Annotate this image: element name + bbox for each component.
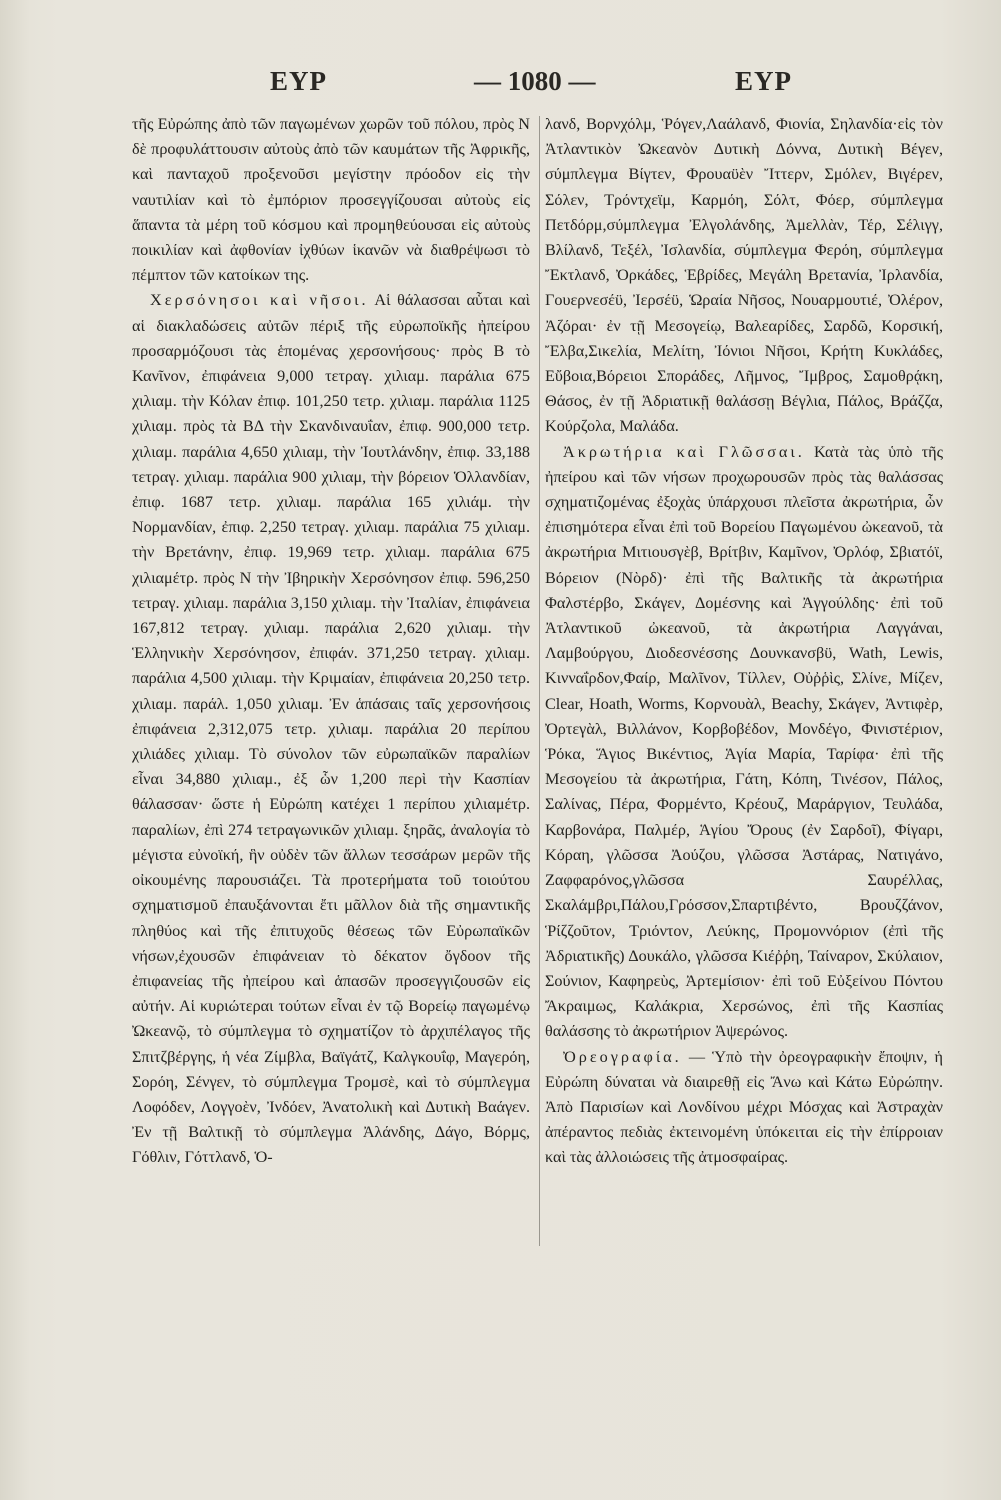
section-body-peninsulas: Αἱ θάλασσαι αὗται καὶ αἱ διακλαδώσεις αὐτῶν πέριξ τῆς εὐρωποϊκῆς ἠπείρου προσαρμόζουσι τὰς ἑπομένας χερσονήσους· πρὸς Β τὸ Κανῖνον, ἐπιφάνεια 9,000 τετραγ. χιλιαμ. παράλια 675 χιλιαμ. τὴν Κόλαν ἐπιφ. 101,250 τετρ. χιλιαμ. παράλια 1125 χιλιαμ. πρὸς τὰ ΒΔ τὴν Σκανδιναυΐαν, ἐπιφ. 900,000 τετρ. χιλιαμ. παράλια 4,650 χιλιαμ, τὴν Ἰουτλάνδην, ἐπιφ. 33,188 τετραγ. χιλιαμ. παράλια 900 χιλιαμ, τὴν βόρειον Ὁλλανδίαν, ἐπιφ. 1687 τετρ. χιλιαμ. παράλια 165 χιλιάμ. τὴν Νορμανδίαν, ἐπιφ. 2,250 τετραγ. χιλιαμ. παράλια 75 χιλιαμ. τὴν Βρετάνην, ἐπιφ. 19,969 τετρ. χιλιαμ. παράλια 675 χιλιαμέτρ. πρὸς Ν τὴν Ἰβηρικὴν Χερσόνησον ἐπιφ. 596,250 τετραγ. χιλιαμ. παράλια 3,150 χιλιαμ. τὴν Ἰταλίαν, ἐπιφάνεια 167,812 τετραγ. χιλιαμ. παράλια 2,620 χιλιαμ. τὴν Ἑλληνικὴν Χερσόνησον, ἐπιφάν. 371,250 τετραγ. χιλιαμ. παράλια 4,500 χιλιαμ. τὴν Κριμαίαν, ἐπιφάνεια 20,250 τετρ. χιλιαμ. παράλ. 1,050 χιλιαμ. Ἐν ἁπάσαις ταῖς χερσονήσοις ἐπιφάνεια 2,312,075 τετρ. χιλιαμ. παράλια 20 περίπου χιλιάδες χιλιαμ. Τὸ σύνολον τῶν εὐρωπαϊκῶν παραλίων εἶναι 34,880 χιλιαμ., ἐξ ὧν 1,200 περὶ τὴν Κασπίαν θάλασσαν· ὥστε ἡ Εὐρώπη κατέχει 1 περίπου χιλιαμέτρ. παραλίων, ἐπὶ 274 τετραγωνικῶν χιλιαμ. ξηρᾶς, ἀναλογία τὸ μέγιστα εὐνοϊκή, ἣν οὐδὲν τῶν ἄλλων τεσσάρων μερῶν τῆς οἰκουμένης παρουσιάζει. Τὰ προτερήματα τοῦ τοιούτου σχηματισμοῦ ἐπαυξάνονται ἔτι μᾶλλον διὰ τῆς σημαντικῆς πληθύος καὶ τῆς ἐπιτυχοῦς θέσεως τῶν Εὐρωπαϊκῶν νήσων,ἐχουσῶν ἐπιφάνειαν τὸ δέκατον ὄγδοον τῆς ἐπιφανείας τῆς ἠπείρου καὶ ἁπασῶν προσεγγιζουσῶν εἰς αὐτήν. Αἱ κυριώτεραι τούτων εἶναι ἐν τῷ Βορείῳ παγωμένῳ Ὠκεανῷ, τὸ σύμπλεγμα τὸ σχηματίζον τὸ ἀρχιπέλαγος τῆς Σπιτζβέργης, ἡ νέα Ζίμβλα, Βαϊγάτζ, Καλγκουΐφ, Μαγερόη, Σορόη, Σένγεν, τὸ σύμπλεγμα Τρομσὲ, καὶ τὸ σύμπλεγμα Λοφόδεν, Λογγοὲν, Ἰνδόεν, Ἀνατολικὴ καὶ Δυτικὴ Βαάγεν. Ἐν τῇ Βαλτικῇ τὸ σύμπλεγμα Ἀλάνδης, Δάγο, Βόρμς, Γόθλιν, Γόττλανδ, Ὁ- xyxy=(132,291,531,1167)
section-body-orography: — Ὑπὸ τὴν ὀρεογραφικὴν ἔποψιν, ἡ Εὐρώπη δύναται νὰ διαιρεθῇ εἰς Ἄνω καὶ Κάτω Εὐρώπην. Ἀπὸ Παρισίων καὶ Λονδίνου μέχρι Μόσχας καὶ Ἀστραχὰν ἀπέραντος πεδιὰς ἐκτεινομένη ὑπόκειται εἰς τὴν ἐπίρροιαν καὶ τὰς ἀλλοιώσεις τῆς ἀτμοσφαίρας. xyxy=(545,1047,944,1167)
left-paragraph-continuation: τῆς Εὐρώπης ἀπὸ τῶν παγωμένων χωρῶν τοῦ πόλου, πρὸς Ν δὲ προφυλάττουσιν αὐτοὺς ἀπὸ τῶν καυμάτων τῆς Ἀφρικῆς, καὶ πανταχοῦ προξενοῦσι μεγίστην πρόοδον εἰς τὴν ναυτιλίαν καὶ τὸ ἐμπόριον προσεγγίζουσαι αὐτοὺς εἰς ἅπαντα τὰ μέρη τοῦ κόσμου καὶ προμηθεύουσαι εἰς αὐτοὺς ποικιλίαν καὶ ἀφθονίαν ἰχθύων ἱκανῶν νὰ διαθρέψωσι τὸ πέμπτον τῶν κατοίκων της. xyxy=(132,115,530,285)
running-header xyxy=(0,60,1001,108)
left-column xyxy=(132,112,530,1171)
right-paragraph-capes xyxy=(545,440,943,1045)
header-left-keyword: ΕΥΡ xyxy=(270,66,327,96)
section-heading-capes: Ἀκρωτήρια καὶ Γλῶσσαι. xyxy=(563,442,805,461)
section-body-capes: Κατὰ τὰς ὑπὸ τῆς ἠπείρου καὶ τῶν νήσων προχωρουσῶν πρὸς τὰς θαλάσσας σχηματιζομένας ἐξοχὰς ὑπάρχουσι πλεῖστα ἀκρωτήρια, ὧν ἐπισημότερα εἶναι ἐπὶ τοῦ Βορείου Παγωμένου ὠκεανοῦ, τὰ ἀκρωτήρια Μιτιουσγὲβ, Βρίτβιν, Καμῖνον, Ὀρλόφ, Σβιατόϊ, Βόρειον (Νὸρδ)· ἐπὶ τῆς Βαλτικῆς τὰ ἀκρωτήρια Φαλστέρβο, Σκάγεν, Δομέσνης καὶ Ἀγγούλδης· ἐπὶ τοῦ Ἀτλαντικοῦ ὠκεανοῦ, τὰ ἀκρωτήρια Λαγγάναι, Λαμβούργου, Διοδεσνέσσης Δουνκανσβϋ, Wath, Lewis, Κινναΐρδον,Φαίρ, Μαλῖνον, Τίλλεν, Οὐῤῥὶς, Σλίνε, Μίζεν, Clear, Hoath, Worms, Κορνουὰλ, Beachy, Σκάγεν, Ἀντιφὲρ, Ὀρτεγὰλ, Βιλλάνον, Κορβοβέδον, Μονδέγο, Φινιστέριον, Ῥόκα, Ἅγιος Βικέντιος, Ἁγία Μαρία, Ταρίφα· ἐπὶ τῆς Μεσογείου τὰ ἀκρωτήρια, Γάτη, Κόπη, Τινέσον, Πάλος, Σαλίνας, Πέρα, Φορμέντο, Κρέουζ, Μαράργιον, Τευλάδα, Καρβονάρα, Παλμέρ, Ἁγίου Ὄρους (ἐν Σαρδοῖ), Φίγαρι, Κόραη, γλῶσσα Ἀούζου, γλῶσσα Ἀστάρας, Νατιγάνο, Ζαφφαρόνος,γλῶσσα Σαυρέλλας, Σκαλάμβρι,Πάλου,Γρόσσον,Σπαρτιβέντο, Βρουζζάνον, Ῥίζζοῦτον, Τριόντον, Λεύκης, Προμοννόριον (ἐπὶ τῆς Ἀδριατικῆς) Δουκάλο, γλῶσσα Κιέῤῥη, Ταίναρον, Σκύλαιον, Σούνιον, Καφηρεὺς, Ἀρτεμίσιον· ἐπὶ τοῦ Εὐξείνου Πόντου Ἄκραιμως, Καλάκρια, Χερσώνος, ἐπὶ τῆς Κασπίας θαλάσσης τὸ ἀκρωτήριον Ἀψερώνος. xyxy=(545,442,944,1041)
column-divider xyxy=(539,116,540,1246)
left-paragraph-peninsulas xyxy=(132,288,530,1170)
section-heading-peninsulas: Χερσόνησοι καὶ νῆσοι. xyxy=(150,291,369,310)
header-right-keyword: ΕΥΡ xyxy=(735,66,792,96)
right-paragraph-islands: λανδ, Βορνχόλμ, Ῥόγεν,Λαάλανδ, Φιονία, Σηλανδία·εἰς τὸν Ἀτλαντικὸν Ὠκεανὸν Δυτικὴ Δόννα, Δυτικὴ Βέγεν, σύμπλεγμα Βίγτεν, Φρουαϋὲν Ἴττερν, Σμόλεν, Βιγέρεν, Σόλεν, Τρόντχεϊμ, Καρμόη, Σόλτ, Φόερ, σύμπλεγμα Πετδόρμ,σύμπλεγμα Ἐλγολάνδης, Ἀμελλὰν, Τέρ, Σέλιγγ, Βλίλανδ, Τεξέλ, Ἰσλανδία, σύμπλεγμα Φερόη, σύμπλεγμα Ἔκτλανδ, Ὀρκάδες, Ἑβρίδες, Μεγάλη Βρετανία, Ἰρλανδία, Γουερνεσέϋ, Ἰερσέϋ, Ὡραία Νῆσος, Νουαρμουτιέ, Ὀλέρον, Ἀζόραι· ἐν τῇ Μεσογείῳ, Βαλεαρίδες, Σαρδῶ, Κορσική, Ἔλβα,Σικελία, Μελίτη, Ἰόνιοι Νῆσοι, Κρήτη Κυκλάδες, Εὔβοια,Βόρειοι Σποράδες, Λῆμνος, Ἴμβρος, Σαμοθρᾴκη, Θάσος, ἐν τῇ Ἀδριατικῇ θαλάσσῃ Βέγλια, Πάλος, Βράζζα, Κούρζολα, Μαλάδα. xyxy=(545,115,943,436)
right-paragraph-orography xyxy=(545,1045,943,1171)
page-number: — 1080 — xyxy=(474,66,596,96)
right-column xyxy=(545,112,943,1171)
section-heading-orography: Ὀρεογραφία. xyxy=(563,1047,682,1066)
